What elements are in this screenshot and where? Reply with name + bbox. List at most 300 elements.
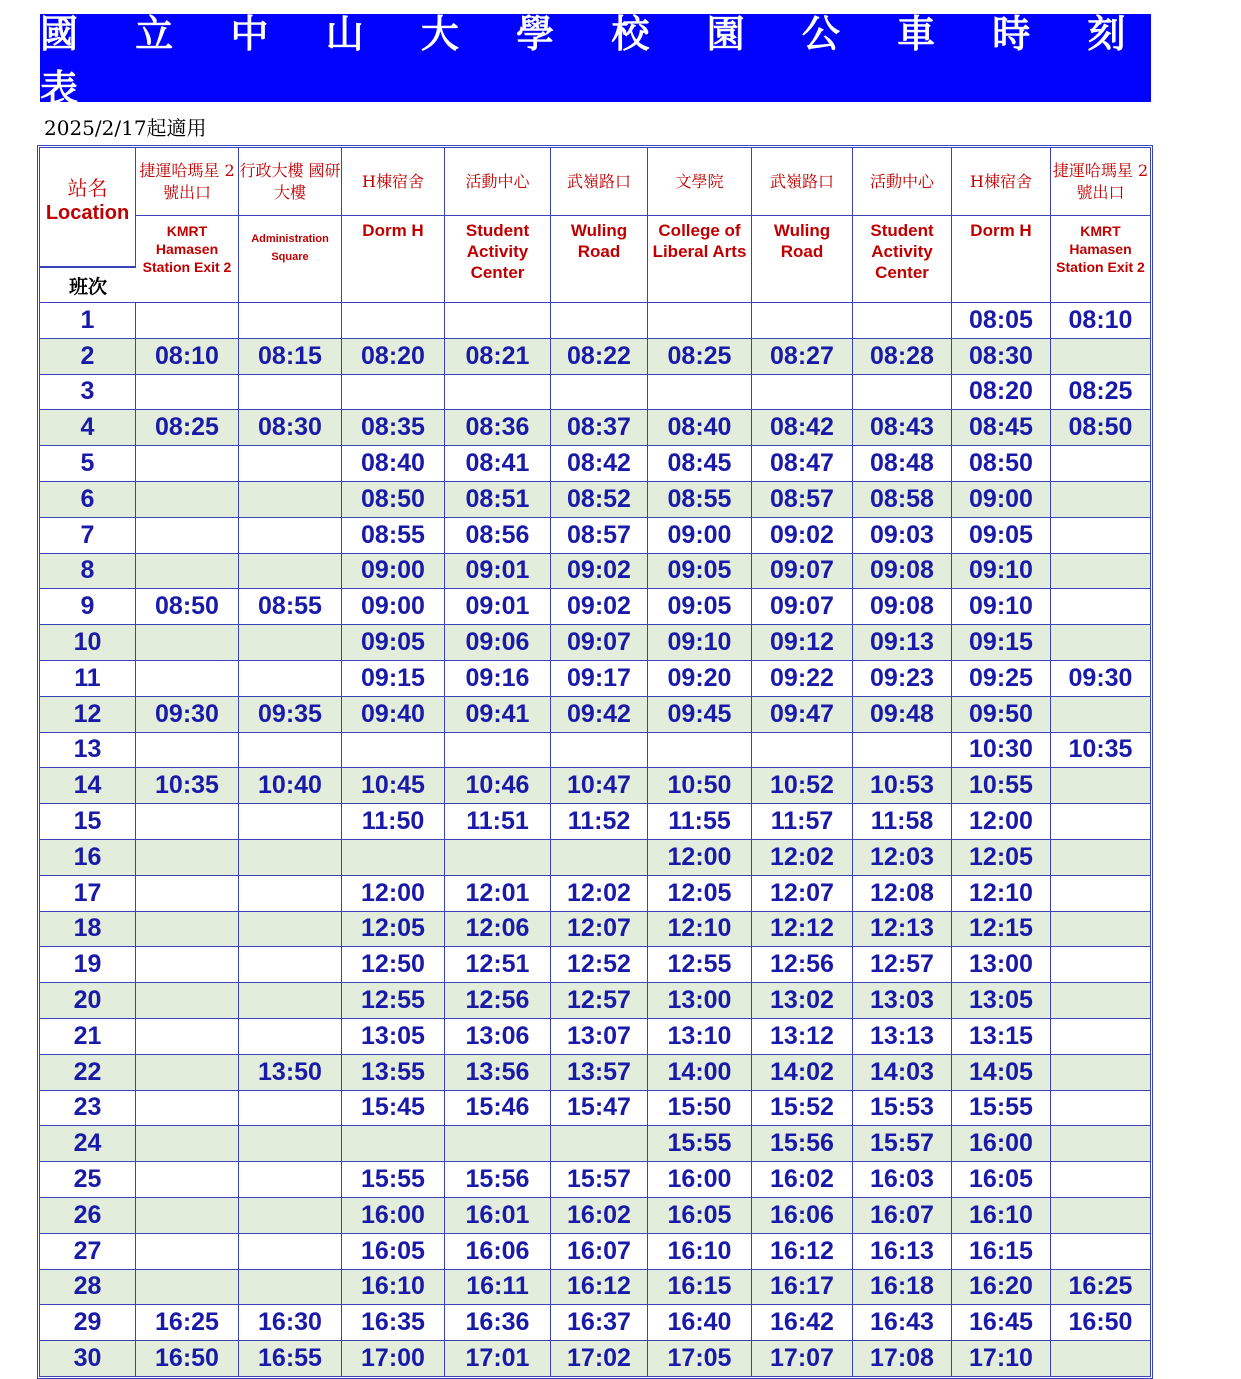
departure-time-cell: 08:15 bbox=[239, 339, 342, 375]
departure-time-cell: 15:52 bbox=[752, 1091, 853, 1127]
table-row bbox=[40, 554, 1150, 590]
departure-time-cell bbox=[342, 1126, 445, 1162]
departure-time-cell: 12:07 bbox=[752, 876, 853, 912]
departure-time-cell bbox=[239, 983, 342, 1019]
departure-time-cell: 16:11 bbox=[445, 1270, 551, 1306]
departure-time-cell bbox=[239, 554, 342, 590]
departure-time-cell: 17:00 bbox=[342, 1341, 445, 1376]
departure-time-cell: 08:45 bbox=[648, 446, 752, 482]
departure-time-cell: 09:20 bbox=[648, 661, 752, 697]
departure-time-cell: 12:56 bbox=[445, 983, 551, 1019]
departure-time-cell: 10:47 bbox=[551, 768, 648, 804]
departure-time-cell bbox=[239, 1270, 342, 1306]
departure-time-cell: 09:00 bbox=[952, 482, 1051, 518]
stop-header-zh: 武嶺路口 bbox=[551, 148, 648, 216]
departure-time-cell: 13:13 bbox=[853, 1019, 952, 1055]
departure-time-cell: 08:50 bbox=[342, 482, 445, 518]
departure-time-cell bbox=[136, 1019, 239, 1055]
departure-time-cell: 09:12 bbox=[752, 625, 853, 661]
departure-time-cell: 13:03 bbox=[853, 983, 952, 1019]
departure-time-cell bbox=[342, 375, 445, 411]
departure-time-cell bbox=[445, 1126, 551, 1162]
departure-time-cell: 16:50 bbox=[1051, 1305, 1150, 1341]
departure-time-cell: 08:21 bbox=[445, 339, 551, 375]
stop-header-en: KMRT Hamasen Station Exit 2 bbox=[1051, 216, 1150, 303]
departure-time-cell: 15:56 bbox=[752, 1126, 853, 1162]
departure-time-cell: 12:52 bbox=[551, 947, 648, 983]
departure-time-cell: 10:46 bbox=[445, 768, 551, 804]
departure-time-cell: 10:52 bbox=[752, 768, 853, 804]
table-row bbox=[40, 1019, 1150, 1055]
departure-time-cell: 13:05 bbox=[342, 1019, 445, 1055]
location-label-zh: 站名 bbox=[67, 176, 108, 200]
departure-time-cell bbox=[136, 947, 239, 983]
departure-time-cell: 16:30 bbox=[239, 1305, 342, 1341]
departure-time-cell: 15:50 bbox=[648, 1091, 752, 1127]
header-row-en bbox=[40, 216, 1150, 267]
table-row bbox=[40, 768, 1150, 804]
departure-time-cell bbox=[1051, 482, 1150, 518]
departure-time-cell: 08:35 bbox=[342, 410, 445, 446]
departure-time-cell bbox=[136, 983, 239, 1019]
departure-time-cell: 11:51 bbox=[445, 804, 551, 840]
departure-time-cell bbox=[1051, 1019, 1150, 1055]
departure-time-cell bbox=[239, 303, 342, 339]
trip-number-cell: 27 bbox=[40, 1234, 136, 1270]
departure-time-cell: 12:13 bbox=[853, 912, 952, 948]
departure-time-cell bbox=[239, 375, 342, 411]
stop-header-zh: 活動中心 bbox=[853, 148, 952, 216]
departure-time-cell: 09:05 bbox=[648, 554, 752, 590]
departure-time-cell: 16:07 bbox=[853, 1198, 952, 1234]
departure-time-cell: 08:30 bbox=[239, 410, 342, 446]
departure-time-cell: 09:47 bbox=[752, 697, 853, 733]
departure-time-cell bbox=[239, 625, 342, 661]
departure-time-cell: 16:42 bbox=[752, 1305, 853, 1341]
departure-time-cell bbox=[1051, 589, 1150, 625]
departure-time-cell: 09:10 bbox=[952, 589, 1051, 625]
departure-time-cell bbox=[445, 375, 551, 411]
departure-time-cell: 16:18 bbox=[853, 1270, 952, 1306]
departure-time-cell: 08:40 bbox=[342, 446, 445, 482]
departure-time-cell: 17:07 bbox=[752, 1341, 853, 1376]
departure-time-cell: 09:40 bbox=[342, 697, 445, 733]
departure-time-cell: 09:05 bbox=[648, 589, 752, 625]
table-row bbox=[40, 876, 1150, 912]
departure-time-cell bbox=[445, 733, 551, 769]
departure-time-cell: 09:01 bbox=[445, 589, 551, 625]
stop-header-en: Student Activity Center bbox=[853, 216, 952, 303]
departure-time-cell: 08:30 bbox=[952, 339, 1051, 375]
departure-time-cell: 12:05 bbox=[648, 876, 752, 912]
departure-time-cell: 16:25 bbox=[136, 1305, 239, 1341]
departure-time-cell: 09:00 bbox=[648, 518, 752, 554]
departure-time-cell: 16:00 bbox=[342, 1198, 445, 1234]
departure-time-cell bbox=[239, 1234, 342, 1270]
departure-time-cell: 17:10 bbox=[952, 1341, 1051, 1376]
departure-time-cell: 09:41 bbox=[445, 697, 551, 733]
table-row bbox=[40, 339, 1150, 375]
trip-number-cell: 15 bbox=[40, 804, 136, 840]
departure-time-cell: 16:36 bbox=[445, 1305, 551, 1341]
departure-time-cell: 09:42 bbox=[551, 697, 648, 733]
departure-time-cell: 08:57 bbox=[752, 482, 853, 518]
departure-time-cell: 12:08 bbox=[853, 876, 952, 912]
table-row bbox=[40, 912, 1150, 948]
table-row bbox=[40, 625, 1150, 661]
departure-time-cell: 15:55 bbox=[648, 1126, 752, 1162]
departure-time-cell bbox=[752, 733, 853, 769]
departure-time-cell: 16:06 bbox=[752, 1198, 853, 1234]
departure-time-cell bbox=[136, 1055, 239, 1091]
departure-time-cell: 12:10 bbox=[648, 912, 752, 948]
departure-time-cell: 17:08 bbox=[853, 1341, 952, 1376]
table-row bbox=[40, 1126, 1150, 1162]
departure-time-cell: 16:43 bbox=[853, 1305, 952, 1341]
departure-time-cell bbox=[136, 625, 239, 661]
trip-number-cell: 30 bbox=[40, 1341, 136, 1376]
departure-time-cell: 08:28 bbox=[853, 339, 952, 375]
departure-time-cell bbox=[1051, 446, 1150, 482]
departure-time-cell: 09:15 bbox=[342, 661, 445, 697]
departure-time-cell bbox=[648, 303, 752, 339]
departure-time-cell: 08:58 bbox=[853, 482, 952, 518]
departure-time-cell bbox=[136, 518, 239, 554]
departure-time-cell bbox=[136, 804, 239, 840]
page-title: 國 立 中 山 大 學 校 園 公 車 時 刻 表 bbox=[40, 14, 1151, 102]
table-row bbox=[40, 1162, 1150, 1198]
departure-time-cell: 12:02 bbox=[752, 840, 853, 876]
table-row bbox=[40, 446, 1150, 482]
departure-time-cell: 08:05 bbox=[952, 303, 1051, 339]
departure-time-cell bbox=[342, 733, 445, 769]
departure-time-cell: 08:50 bbox=[136, 589, 239, 625]
departure-time-cell: 16:05 bbox=[648, 1198, 752, 1234]
departure-time-cell: 13:00 bbox=[648, 983, 752, 1019]
timetable-body bbox=[40, 303, 1150, 1376]
stop-header-en: Wuling Road bbox=[752, 216, 853, 303]
trip-number-cell: 13 bbox=[40, 733, 136, 769]
departure-time-cell: 08:41 bbox=[445, 446, 551, 482]
departure-time-cell: 13:10 bbox=[648, 1019, 752, 1055]
departure-time-cell bbox=[1051, 876, 1150, 912]
departure-time-cell: 09:17 bbox=[551, 661, 648, 697]
departure-time-cell: 13:02 bbox=[752, 983, 853, 1019]
departure-time-cell: 09:05 bbox=[342, 625, 445, 661]
departure-time-cell: 16:01 bbox=[445, 1198, 551, 1234]
departure-time-cell: 16:05 bbox=[342, 1234, 445, 1270]
departure-time-cell bbox=[445, 303, 551, 339]
departure-time-cell bbox=[136, 912, 239, 948]
trip-number-cell: 28 bbox=[40, 1270, 136, 1306]
departure-time-cell: 10:35 bbox=[136, 768, 239, 804]
departure-time-cell: 09:05 bbox=[952, 518, 1051, 554]
stop-header-en: Administration Square bbox=[239, 216, 342, 303]
departure-time-cell: 08:55 bbox=[648, 482, 752, 518]
departure-time-cell bbox=[136, 554, 239, 590]
trip-number-cell: 12 bbox=[40, 697, 136, 733]
stop-header-en: Wuling Road bbox=[551, 216, 648, 303]
departure-time-cell: 15:55 bbox=[952, 1091, 1051, 1127]
departure-time-cell: 11:57 bbox=[752, 804, 853, 840]
departure-time-cell: 08:27 bbox=[752, 339, 853, 375]
departure-time-cell: 16:35 bbox=[342, 1305, 445, 1341]
table-row bbox=[40, 1270, 1150, 1306]
departure-time-cell bbox=[136, 661, 239, 697]
departure-time-cell bbox=[239, 661, 342, 697]
table-row bbox=[40, 947, 1150, 983]
departure-time-cell: 09:30 bbox=[1051, 661, 1150, 697]
trip-number-cell: 19 bbox=[40, 947, 136, 983]
stop-header-zh: H棟宿舍 bbox=[342, 148, 445, 216]
departure-time-cell bbox=[1051, 697, 1150, 733]
departure-time-cell: 08:20 bbox=[952, 375, 1051, 411]
departure-time-cell: 14:03 bbox=[853, 1055, 952, 1091]
departure-time-cell: 09:30 bbox=[136, 697, 239, 733]
departure-time-cell bbox=[239, 1162, 342, 1198]
table-row bbox=[40, 1234, 1150, 1270]
departure-time-cell: 14:05 bbox=[952, 1055, 1051, 1091]
departure-time-cell: 12:10 bbox=[952, 876, 1051, 912]
departure-time-cell: 09:23 bbox=[853, 661, 952, 697]
table-row bbox=[40, 410, 1150, 446]
trip-number-cell: 3 bbox=[40, 375, 136, 411]
departure-time-cell: 12:51 bbox=[445, 947, 551, 983]
departure-time-cell: 08:45 bbox=[952, 410, 1051, 446]
stop-header-zh: 武嶺路口 bbox=[752, 148, 853, 216]
departure-time-cell: 16:15 bbox=[648, 1270, 752, 1306]
bus-timetable bbox=[37, 145, 1153, 1379]
departure-time-cell: 12:12 bbox=[752, 912, 853, 948]
departure-time-cell bbox=[1051, 983, 1150, 1019]
departure-time-cell: 12:50 bbox=[342, 947, 445, 983]
departure-time-cell: 10:40 bbox=[239, 768, 342, 804]
trip-number-cell: 18 bbox=[40, 912, 136, 948]
departure-time-cell bbox=[752, 375, 853, 411]
departure-time-cell bbox=[853, 303, 952, 339]
departure-time-cell: 12:57 bbox=[853, 947, 952, 983]
departure-time-cell: 16:45 bbox=[952, 1305, 1051, 1341]
departure-time-cell: 10:45 bbox=[342, 768, 445, 804]
departure-time-cell: 12:57 bbox=[551, 983, 648, 1019]
departure-time-cell: 09:50 bbox=[952, 697, 1051, 733]
departure-time-cell: 16:12 bbox=[752, 1234, 853, 1270]
departure-time-cell bbox=[239, 912, 342, 948]
departure-time-cell: 12:02 bbox=[551, 876, 648, 912]
departure-time-cell: 08:55 bbox=[342, 518, 445, 554]
departure-time-cell: 12:07 bbox=[551, 912, 648, 948]
departure-time-cell: 08:40 bbox=[648, 410, 752, 446]
departure-time-cell bbox=[136, 1270, 239, 1306]
trip-number-cell: 5 bbox=[40, 446, 136, 482]
table-row bbox=[40, 482, 1150, 518]
table-row bbox=[40, 1198, 1150, 1234]
departure-time-cell bbox=[136, 446, 239, 482]
departure-time-cell bbox=[239, 518, 342, 554]
departure-time-cell: 08:20 bbox=[342, 339, 445, 375]
departure-time-cell: 08:25 bbox=[136, 410, 239, 446]
departure-time-cell: 16:20 bbox=[952, 1270, 1051, 1306]
departure-time-cell: 12:00 bbox=[952, 804, 1051, 840]
header-row-zh bbox=[40, 148, 1150, 216]
departure-time-cell bbox=[1051, 339, 1150, 375]
departure-time-cell bbox=[1051, 768, 1150, 804]
departure-time-cell bbox=[239, 1019, 342, 1055]
departure-time-cell bbox=[1051, 625, 1150, 661]
departure-time-cell bbox=[445, 840, 551, 876]
departure-time-cell: 17:05 bbox=[648, 1341, 752, 1376]
departure-time-cell bbox=[136, 375, 239, 411]
departure-time-cell: 09:35 bbox=[239, 697, 342, 733]
departure-time-cell: 16:13 bbox=[853, 1234, 952, 1270]
departure-time-cell: 13:15 bbox=[952, 1019, 1051, 1055]
departure-time-cell bbox=[239, 733, 342, 769]
departure-time-cell: 16:40 bbox=[648, 1305, 752, 1341]
departure-time-cell: 15:57 bbox=[551, 1162, 648, 1198]
departure-time-cell: 15:55 bbox=[342, 1162, 445, 1198]
departure-time-cell: 08:50 bbox=[1051, 410, 1150, 446]
departure-time-cell: 09:07 bbox=[752, 554, 853, 590]
departure-time-cell bbox=[551, 840, 648, 876]
departure-time-cell: 09:03 bbox=[853, 518, 952, 554]
departure-time-cell bbox=[1051, 518, 1150, 554]
departure-time-cell: 09:07 bbox=[551, 625, 648, 661]
departure-time-cell: 09:08 bbox=[853, 554, 952, 590]
trip-number-cell: 6 bbox=[40, 482, 136, 518]
departure-time-cell: 09:00 bbox=[342, 589, 445, 625]
departure-time-cell: 13:50 bbox=[239, 1055, 342, 1091]
departure-time-cell bbox=[136, 840, 239, 876]
departure-time-cell: 08:42 bbox=[752, 410, 853, 446]
departure-time-cell: 12:55 bbox=[648, 947, 752, 983]
departure-time-cell: 13:57 bbox=[551, 1055, 648, 1091]
trip-number-header: 班次 bbox=[40, 267, 136, 303]
table-row bbox=[40, 303, 1150, 339]
departure-time-cell: 15:46 bbox=[445, 1091, 551, 1127]
departure-time-cell: 08:25 bbox=[1051, 375, 1150, 411]
departure-time-cell: 08:36 bbox=[445, 410, 551, 446]
departure-time-cell: 16:55 bbox=[239, 1341, 342, 1376]
departure-time-cell bbox=[1051, 554, 1150, 590]
stop-header-zh: 活動中心 bbox=[445, 148, 551, 216]
departure-time-cell bbox=[1051, 1091, 1150, 1127]
departure-time-cell: 11:52 bbox=[551, 804, 648, 840]
departure-time-cell bbox=[136, 303, 239, 339]
departure-time-cell bbox=[1051, 1055, 1150, 1091]
trip-number-cell: 25 bbox=[40, 1162, 136, 1198]
departure-time-cell: 13:56 bbox=[445, 1055, 551, 1091]
departure-time-cell: 08:51 bbox=[445, 482, 551, 518]
departure-time-cell: 08:56 bbox=[445, 518, 551, 554]
departure-time-cell bbox=[239, 1198, 342, 1234]
departure-time-cell bbox=[136, 1234, 239, 1270]
departure-time-cell: 13:06 bbox=[445, 1019, 551, 1055]
departure-time-cell: 13:05 bbox=[952, 983, 1051, 1019]
departure-time-cell: 08:43 bbox=[853, 410, 952, 446]
stop-header-zh: 捷運哈瑪星 2號出口 bbox=[136, 148, 239, 216]
trip-number-cell: 17 bbox=[40, 876, 136, 912]
table-row bbox=[40, 661, 1150, 697]
departure-time-cell bbox=[239, 947, 342, 983]
departure-time-cell: 13:00 bbox=[952, 947, 1051, 983]
departure-time-cell: 10:35 bbox=[1051, 733, 1150, 769]
departure-time-cell: 11:50 bbox=[342, 804, 445, 840]
table-row bbox=[40, 375, 1150, 411]
departure-time-cell: 12:03 bbox=[853, 840, 952, 876]
trip-number-cell: 8 bbox=[40, 554, 136, 590]
trip-number-cell: 20 bbox=[40, 983, 136, 1019]
departure-time-cell: 16:07 bbox=[551, 1234, 648, 1270]
departure-time-cell bbox=[239, 482, 342, 518]
departure-time-cell: 09:06 bbox=[445, 625, 551, 661]
departure-time-cell bbox=[136, 1162, 239, 1198]
departure-time-cell: 08:37 bbox=[551, 410, 648, 446]
trip-number-cell: 29 bbox=[40, 1305, 136, 1341]
departure-time-cell bbox=[1051, 1126, 1150, 1162]
departure-time-cell: 09:45 bbox=[648, 697, 752, 733]
departure-time-cell: 08:57 bbox=[551, 518, 648, 554]
departure-time-cell: 09:15 bbox=[952, 625, 1051, 661]
departure-time-cell: 16:25 bbox=[1051, 1270, 1150, 1306]
table-row bbox=[40, 733, 1150, 769]
departure-time-cell: 09:02 bbox=[551, 554, 648, 590]
departure-time-cell bbox=[752, 303, 853, 339]
departure-time-cell bbox=[1051, 1162, 1150, 1198]
departure-time-cell: 10:30 bbox=[952, 733, 1051, 769]
departure-time-cell bbox=[1051, 912, 1150, 948]
departure-time-cell bbox=[648, 375, 752, 411]
departure-time-cell bbox=[239, 1126, 342, 1162]
departure-time-cell: 16:10 bbox=[952, 1198, 1051, 1234]
departure-time-cell: 16:03 bbox=[853, 1162, 952, 1198]
departure-time-cell: 08:50 bbox=[952, 446, 1051, 482]
departure-time-cell: 12:56 bbox=[752, 947, 853, 983]
departure-time-cell: 09:07 bbox=[752, 589, 853, 625]
table-row bbox=[40, 1305, 1150, 1341]
departure-time-cell bbox=[136, 733, 239, 769]
departure-time-cell bbox=[342, 840, 445, 876]
trip-number-cell: 16 bbox=[40, 840, 136, 876]
departure-time-cell: 08:52 bbox=[551, 482, 648, 518]
departure-time-cell: 16:05 bbox=[952, 1162, 1051, 1198]
departure-time-cell: 14:00 bbox=[648, 1055, 752, 1091]
table-row bbox=[40, 804, 1150, 840]
departure-time-cell: 10:53 bbox=[853, 768, 952, 804]
departure-time-cell: 16:17 bbox=[752, 1270, 853, 1306]
departure-time-cell: 12:06 bbox=[445, 912, 551, 948]
departure-time-cell: 09:02 bbox=[551, 589, 648, 625]
departure-time-cell: 12:00 bbox=[342, 876, 445, 912]
departure-time-cell: 16:00 bbox=[648, 1162, 752, 1198]
departure-time-cell: 08:22 bbox=[551, 339, 648, 375]
departure-time-cell bbox=[239, 446, 342, 482]
departure-time-cell: 12:05 bbox=[952, 840, 1051, 876]
departure-time-cell: 16:00 bbox=[952, 1126, 1051, 1162]
departure-time-cell: 16:50 bbox=[136, 1341, 239, 1376]
departure-time-cell bbox=[551, 303, 648, 339]
departure-time-cell: 08:10 bbox=[1051, 303, 1150, 339]
departure-time-cell: 16:06 bbox=[445, 1234, 551, 1270]
departure-time-cell: 09:22 bbox=[752, 661, 853, 697]
trip-number-cell: 26 bbox=[40, 1198, 136, 1234]
table-row bbox=[40, 1091, 1150, 1127]
table-row bbox=[40, 697, 1150, 733]
departure-time-cell bbox=[648, 733, 752, 769]
departure-time-cell: 17:02 bbox=[551, 1341, 648, 1376]
departure-time-cell: 09:10 bbox=[952, 554, 1051, 590]
departure-time-cell bbox=[239, 840, 342, 876]
departure-time-cell: 08:25 bbox=[648, 339, 752, 375]
